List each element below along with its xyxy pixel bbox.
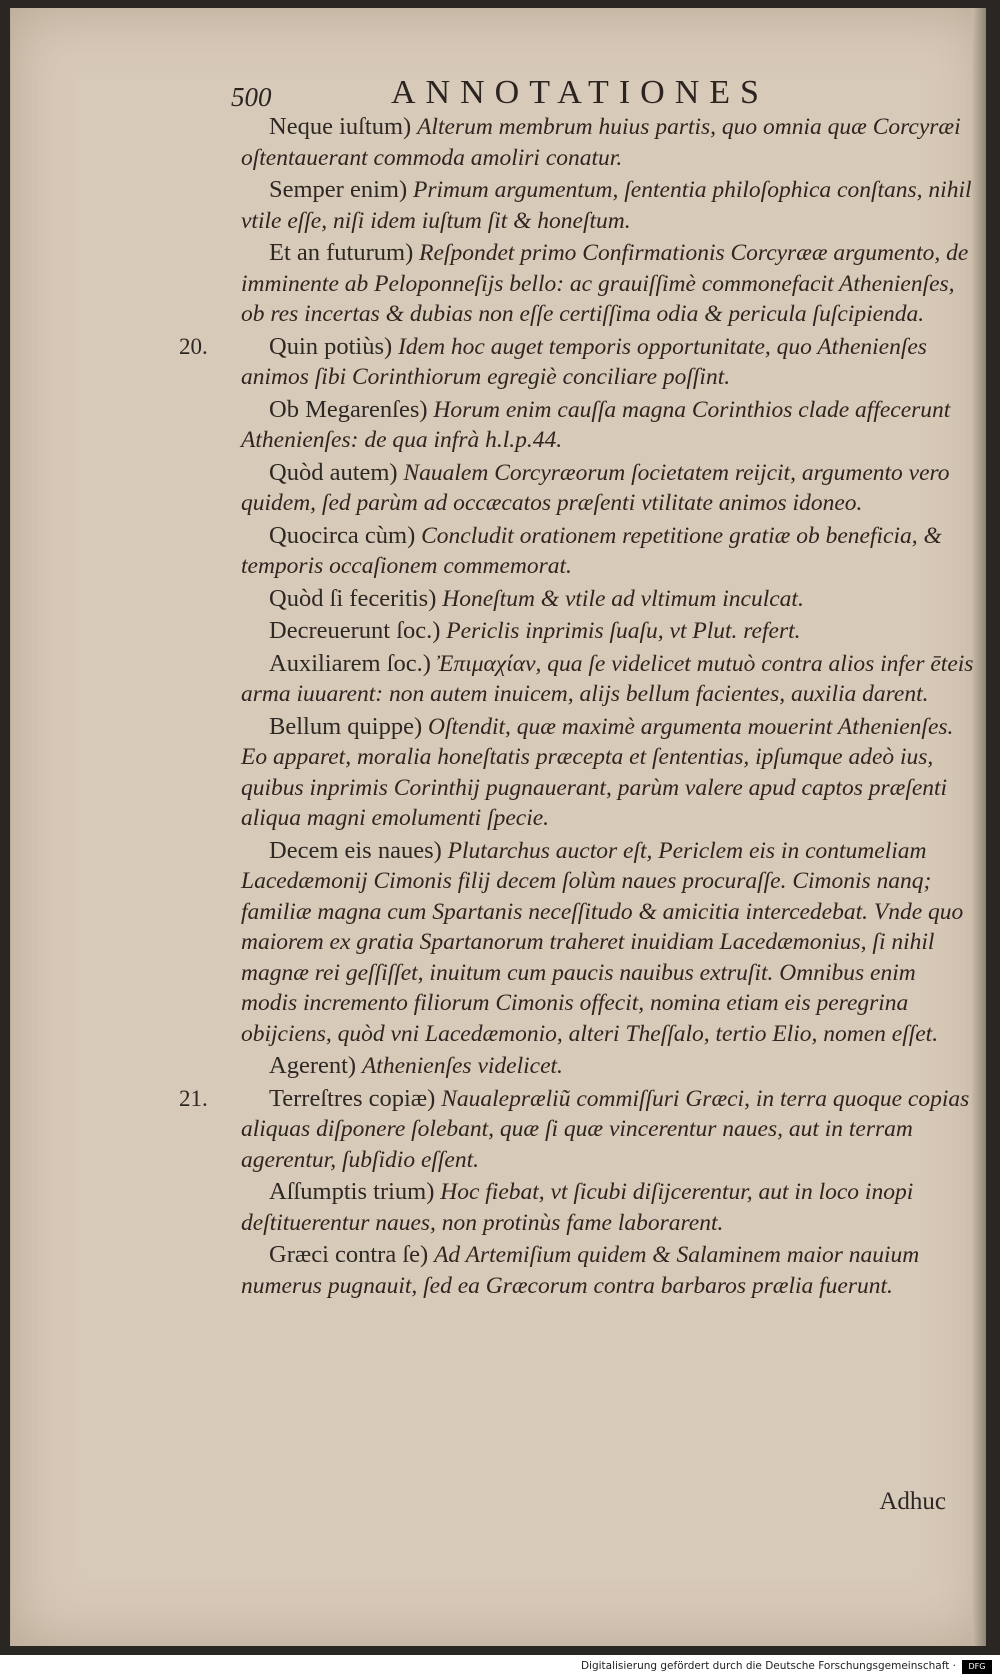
page-number: 500: [231, 82, 272, 112]
entry-gloss: Oſtendit, quæ maximè argumenta mouerint Athenienſes. Eo apparet, moralia honeſtatis præcepta et ſententias, ipſumque adeò ius, quibus inprimis Corinthij pugnauerant, parùm valere apud captos præſenti aliqua magni emolumenti ſpecie.: [241, 713, 954, 831]
running-head: ANNOTATIONES: [391, 74, 769, 111]
digitization-footer: [0, 1656, 1000, 1679]
entry-lemma: Et an futurum): [269, 239, 414, 266]
entry-lemma: Quocirca cùm): [269, 521, 416, 549]
annotation-entry: [241, 112, 976, 173]
entry-lemma: Terreſtres copiæ): [269, 1084, 436, 1112]
entry-gloss: Idem hoc auget temporis opportunitate, quo Athenienſes animos ſibi Corinthiorum egregiè conciliare poſſint.: [241, 333, 927, 390]
funding-credit: Digitalisierung gefördert durch die Deutsche Forschungsgemeinschaft ·: [580, 1660, 956, 1672]
entry-gloss: Naualepræliũ commiſſuri Græci, in terra quoque copias aliquas diſponere ſolebant, quæ ſi quæ vincerentur naues, aut in terram agerentur, ſubſidio eſſent.: [241, 1085, 970, 1173]
annotation-entry: [241, 616, 976, 647]
entry-gloss: Reſpondet primo Confirmationis Corcyrææ argumento, de imminente ab Peloponneſijs bello: ac grauiſſimè commonefacit Athenienſes, ob res incertas & dubias non eſſe certiſſima odia & pericula ſuſcipienda.: [241, 240, 969, 327]
entry-lemma: Bellum quippe): [269, 712, 423, 740]
entry-gloss: Plutarchus auctor eſt, Periclem eis in contumeliam Lacedæmonij Cimonis filij decem ſolùm naues procuraſſe. Cimonis nanq; familiæ magna cum Spartanis neceſſitudo & amicitia intercedebat. Vnde quo maiorem ex gratia Spartanorum traheret inuidiam Lacedæmonius, ſi nihil magnæ rei geſſiſſet, inuitum cum paucis nauibus extruſit. Omnibus enim modis incremento filiorum Cimonis offecit, nomina etiam eis peregrina obijciens, quòd vni Lacedæmonio, alteri Theſſalo, tertio Elio, nomen eſſet.: [241, 837, 964, 1047]
entry-lemma: Agerent): [269, 1052, 357, 1079]
entry-lemma: Quòd autem): [269, 458, 398, 486]
dfg-logo-icon: DFG: [962, 1660, 992, 1674]
entry-lemma: Auxiliarem ſoc.): [269, 649, 431, 677]
annotation-entry: [179, 1084, 976, 1176]
entry-gloss: Honeſtum & vtile ad vltimum inculcat.: [442, 585, 804, 612]
entry-gloss: Alterum membrum huius partis, quo omnia quæ Corcyræi oſtentauerant commoda amoliri conatur.: [241, 114, 961, 171]
entry-gloss: Horum enim cauſſa magna Corinthios clade affecerunt Athenienſes: de qua infrà h.l.p.44.: [241, 396, 951, 453]
entry-gloss: Ad Artemiſium quidem & Salaminem maior nauium numerus pugnauit, ſed ea Græcorum contra barbaros prælia fuerunt.: [241, 1242, 920, 1299]
entry-lemma: Quòd ſi feceritis): [269, 584, 437, 612]
entry-lemma: Aſſumptis trium): [269, 1178, 435, 1205]
entry-gloss: Concludit orationem repetitione gratiæ ob beneficia, & temporis occaſionem commemorat.: [241, 522, 942, 579]
entry-lemma: Ob Megarenſes): [269, 395, 428, 423]
annotation-entry: [241, 836, 976, 1050]
annotation-entry: [241, 712, 976, 834]
entry-lemma: Quin potiùs): [269, 332, 393, 360]
annotation-entry: [241, 649, 976, 710]
margin-section-number: 20.: [179, 333, 208, 359]
annotation-entry: [241, 584, 976, 615]
entry-gloss: Periclis inprimis ſuaſu, vt Plut. refert.: [446, 618, 801, 644]
entry-gloss: Athenienſes videlicet.: [361, 1053, 563, 1079]
entry-gloss: Naualem Corcyræorum ſocietatem reijcit, argumento vero quidem, ſed parùm ad occæcatos præſenti vtilitate animos idoneo.: [241, 459, 950, 516]
entry-lemma: Græci contra ſe): [269, 1241, 429, 1268]
annotation-entry: [241, 1240, 976, 1301]
annotation-entry: [241, 175, 976, 236]
entry-lemma: Decreuerunt ſoc.): [269, 617, 441, 644]
catchword: Adhuc: [879, 1488, 946, 1515]
entry-lemma: Neque iuſtum): [269, 113, 412, 140]
margin-section-number: 21.: [179, 1085, 208, 1111]
annotation-entry: [241, 238, 976, 330]
annotation-entry: [241, 1177, 976, 1238]
annotation-entry: [179, 332, 976, 393]
annotation-entry: [241, 1051, 976, 1082]
entry-gloss: Ἐπιμαχίαν, qua ſe videlicet mutuò contra alios infer ēteis arma iuuarent: non autem inuicem, alijs bellum facientes, auxilia darent.: [241, 650, 974, 707]
annotation-body: [179, 112, 976, 1303]
entry-gloss: Hoc fiebat, vt ſicubi diſijcerentur, aut in loco inopi deſtituerentur naues, non protinùs fame laborarent.: [241, 1179, 914, 1236]
annotation-entry: [241, 395, 976, 456]
entry-lemma: Semper enim): [269, 176, 408, 203]
page-header: [11, 72, 986, 112]
entry-gloss: Primum argumentum, ſententia philoſophica conſtans, nihil vtile eſſe, niſi idem iuſtum ſit & honeſtum.: [241, 177, 972, 234]
entry-lemma: Decem eis naues): [269, 836, 442, 864]
book-page: [10, 8, 986, 1646]
annotation-entry: [241, 458, 976, 519]
annotation-entry: [241, 521, 976, 582]
